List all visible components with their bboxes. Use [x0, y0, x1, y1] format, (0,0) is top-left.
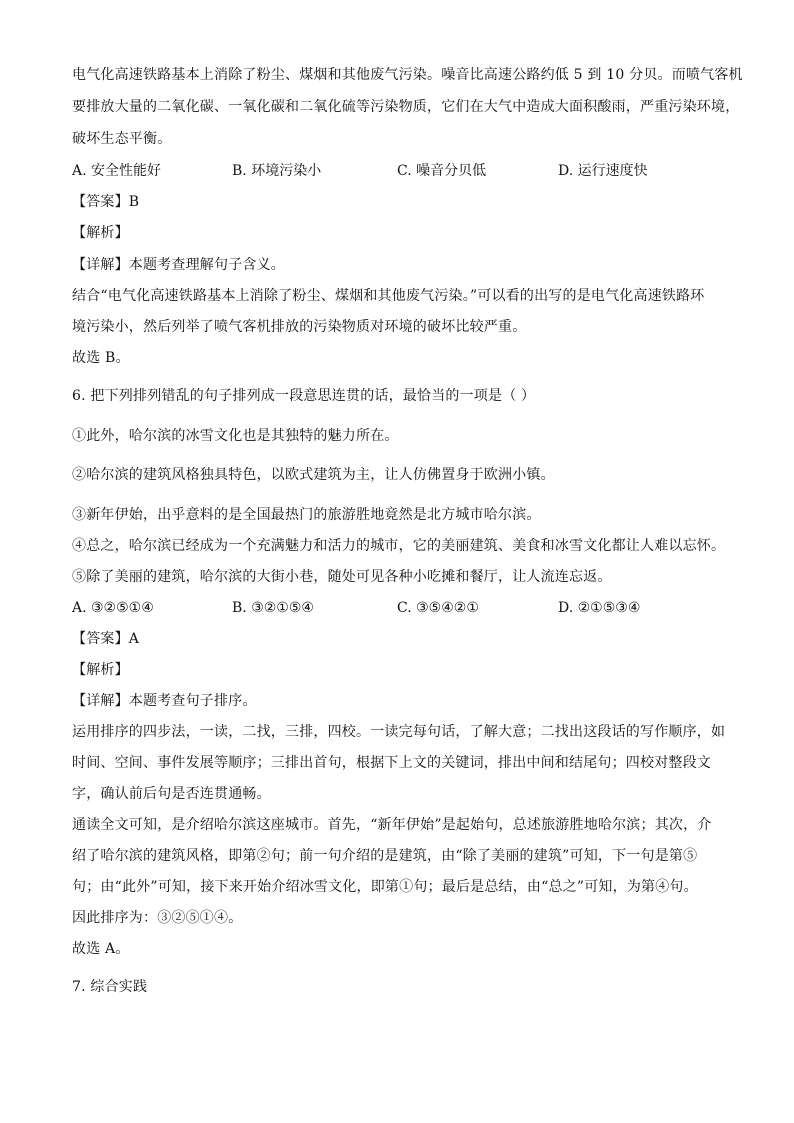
q6-order: 因此排序为：③②⑤①④。: [72, 910, 243, 926]
q5-answer: 【答案】B: [72, 194, 140, 210]
q6-reasoning-line-2: 绍了哈尔滨的建筑风格，即第②句；前一句介绍的是建筑，由“除了美丽的建筑”可知，下一句是第⑤: [72, 848, 698, 864]
q6-option-d: D. ②①⑤③④: [558, 600, 641, 616]
q5-detail: 【详解】本题考查理解句子含义。: [72, 257, 285, 273]
q6-detail: 【详解】本题考查句子排序。: [72, 693, 257, 709]
q6-method-line-3: 字，确认前后句是否连贯通畅。: [72, 786, 271, 802]
q5-option-c: C. 噪音分贝低: [397, 163, 487, 179]
q5-explain-line-2: 境污染小，然后列举了喷气客机排放的污染物质对环境的破坏比较严重。: [72, 319, 527, 335]
q6-sentence-3: ③新年伊始，出乎意料的是全国最热门的旅游胜地竟然是北方城市哈尔滨。: [72, 507, 541, 523]
q6-option-a: A. ③②⑤①④: [72, 600, 154, 616]
q5-passage-line-3: 破坏生态平衡。: [72, 131, 172, 147]
q6-sentence-5: ⑤除了美丽的建筑，哈尔滨的大街小巷，随处可见各种小吃摊和餐厅，让人流连忘返。: [72, 569, 612, 585]
q6-reasoning-line-1: 通读全文可知，是介绍哈尔滨这座城市。首先，“新年伊始”是起始句，总述旅游胜地哈尔滨；其次，介: [72, 817, 712, 833]
q5-passage-line-2: 要排放大量的二氧化碳、一氧化碳和二氧化硫等污染物质，它们在大气中造成大面积酸雨，严重污染环境，: [72, 99, 740, 115]
q6-sentence-1: ①此外，哈尔滨的冰雪文化也是其独特的魅力所在。: [72, 428, 399, 444]
q5-passage-line-1: 电气化高速铁路基本上消除了粉尘、煤烟和其他废气污染。噪音比高速公路约低 5 到 10 分贝。而喷气客机: [72, 67, 743, 83]
q6-conclusion: 故选 A。: [72, 941, 130, 957]
q7-stem: 7. 综合实践: [72, 979, 148, 995]
q6-sentence-4: ④总之，哈尔滨已经成为一个充满魅力和活力的城市，它的美丽建筑、美食和冰雪文化都让人难以忘怀。: [72, 538, 726, 554]
q5-explain-line-1: 结合“电气化高速铁路基本上消除了粉尘、煤烟和其他废气污染。”可以看的出写的是电气化高速铁路环: [72, 288, 705, 304]
q6-reasoning-line-3: 句；由“此外”可知，接下来开始介绍冰雪文化，即第①句；最后是总结，由“总之”可知，为第④句。: [72, 879, 698, 895]
q6-stem: 6. 把下列排列错乱的句子排列成一段意思连贯的话，最恰当的一项是（ ）: [72, 388, 536, 404]
q6-answer: 【答案】A: [72, 631, 140, 647]
q5-analysis-label: 【解析】: [72, 225, 129, 241]
q6-option-b: B. ③②①⑤④: [232, 600, 314, 616]
q6-method-line-2: 时间、空间、事件发展等顺序；三排出首句，根据下上文的关键词，排出中间和结尾句；四校对整段文: [72, 755, 711, 771]
q6-sentence-2: ②哈尔滨的建筑风格独具特色，以欧式建筑为主，让人仿佛置身于欧洲小镇。: [72, 467, 555, 483]
q5-option-d: D. 运行速度快: [558, 163, 648, 179]
q6-analysis-label: 【解析】: [72, 662, 129, 678]
q5-option-a: A. 安全性能好: [72, 163, 162, 179]
q5-option-b: B. 环境污染小: [232, 163, 322, 179]
q6-method-line-1: 运用排序的四步法，一读，二找，三排，四校。一读完每句话，了解大意；二找出这段话的写作顺序，如: [72, 724, 726, 740]
q6-option-c: C. ③⑤④②①: [397, 600, 479, 616]
q5-conclusion: 故选 B。: [72, 350, 130, 366]
